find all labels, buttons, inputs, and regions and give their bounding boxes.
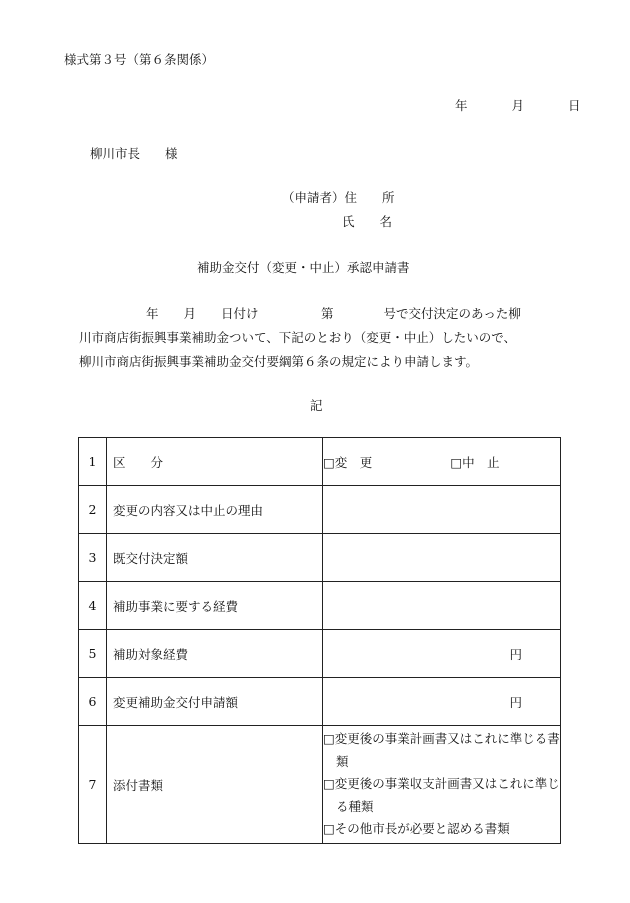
attachment-checkbox-other[interactable]: □その他市長が必要と認める書類	[323, 821, 510, 837]
document-title: 補助金交付（変更・中止）承認申請書	[197, 260, 410, 275]
table-row	[79, 438, 561, 486]
row-label: 変更の内容又は中止の理由	[107, 486, 323, 534]
table-row	[79, 582, 561, 630]
row-label: 添付書類	[107, 726, 323, 844]
table-row	[79, 486, 561, 534]
category-cell	[323, 438, 561, 486]
row-number: 3	[79, 534, 107, 582]
form-number: 様式第３号（第６条関係）	[64, 52, 215, 67]
row-label: 区 分	[107, 438, 323, 486]
decided-amount-field[interactable]	[323, 534, 561, 582]
requested-amount-field[interactable]	[323, 678, 561, 726]
addressee: 柳川市長 様	[90, 146, 178, 161]
cancel-checkbox[interactable]: □中 止	[450, 454, 500, 470]
body-line-3: 柳川市商店街振興事業補助金交付要綱第６条の規定により申請します。	[79, 354, 479, 369]
yen-unit: 円	[509, 646, 522, 662]
row-number: 1	[79, 438, 107, 486]
yen-unit: 円	[509, 694, 522, 710]
attachment-checkbox-plan[interactable]: □変更後の事業計画書又はこれに準じる書類	[323, 731, 560, 769]
row-label: 補助事業に要する経費	[107, 582, 323, 630]
row-number: 2	[79, 486, 107, 534]
attachments-cell	[323, 726, 561, 844]
attachment-checkbox-budget[interactable]: □変更後の事業収支計画書又はこれに準じる種類	[323, 776, 560, 814]
row-number: 5	[79, 630, 107, 678]
date-day: 日	[567, 98, 581, 113]
date-month: 月	[511, 98, 524, 113]
eligible-cost-field[interactable]	[323, 630, 561, 678]
table-row	[79, 726, 561, 844]
row-number: 4	[79, 582, 107, 630]
row-label: 補助対象経費	[107, 630, 323, 678]
applicant-address-label: （申請者）住 所	[282, 190, 395, 205]
date-year: 年	[455, 98, 468, 113]
ki-heading: 記	[310, 398, 323, 413]
application-table	[78, 437, 561, 844]
body-paragraph	[79, 302, 521, 374]
reason-field[interactable]	[323, 486, 561, 534]
row-label: 変更補助金交付申請額	[107, 678, 323, 726]
body-line-2: 川市商店街振興事業補助金ついて、下記のとおり（変更・中止）したいので、	[79, 330, 517, 345]
applicant-name-label: 氏 名	[342, 214, 393, 229]
change-checkbox[interactable]: □変 更	[323, 454, 373, 470]
body-line-1: 年 月 日付け 第 号で交付決定のあった柳	[146, 306, 521, 321]
project-cost-field[interactable]	[323, 582, 561, 630]
date-line	[455, 96, 580, 114]
table-row	[79, 678, 561, 726]
row-label: 既交付決定額	[107, 534, 323, 582]
table-row	[79, 534, 561, 582]
row-number: 6	[79, 678, 107, 726]
table-row	[79, 630, 561, 678]
row-number: 7	[79, 726, 107, 844]
